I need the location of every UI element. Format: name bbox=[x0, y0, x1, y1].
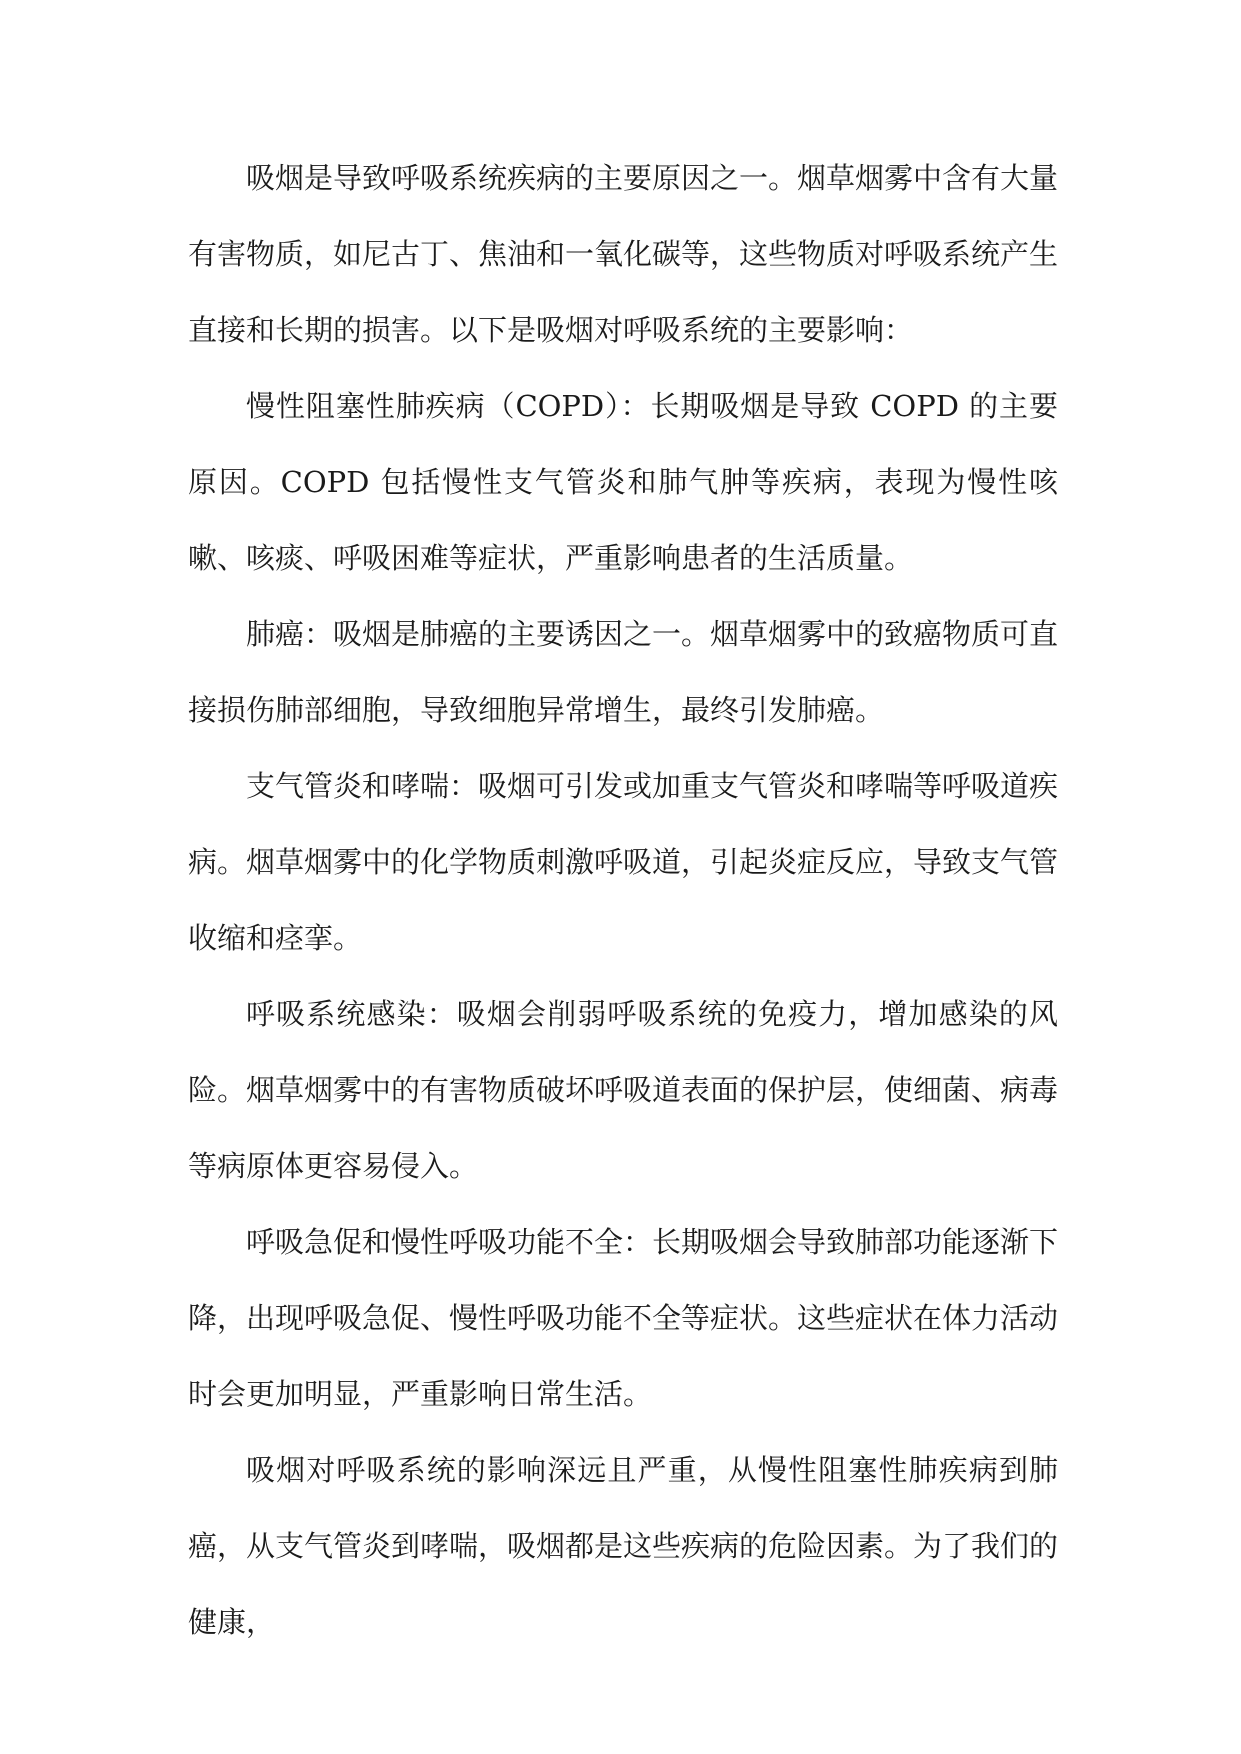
document-body bbox=[188, 140, 1058, 1660]
paragraph-bronchitis-asthma: 支气管炎和哮喘：吸烟可引发或加重支气管炎和哮喘等呼吸道疾病。烟草烟雾中的化学物质刺激呼吸道，引起炎症反应，导致支气管收缩和痉挛。 bbox=[188, 769, 1059, 955]
paragraph-intro: 吸烟是导致呼吸系统疾病的主要原因之一。烟草烟雾中含有大量有害物质，如尼古丁、焦油和一氧化碳等，这些物质对呼吸系统产生直接和长期的损害。以下是吸烟对呼吸系统的主要影响： bbox=[188, 161, 1059, 347]
paragraph-respiratory-insufficiency: 呼吸急促和慢性呼吸功能不全：长期吸烟会导致肺部功能逐渐下降，出现呼吸急促、慢性呼吸功能不全等症状。这些症状在体力活动时会更加明显，严重影响日常生活。 bbox=[188, 1225, 1059, 1411]
paragraph-lung-cancer: 肺癌：吸烟是肺癌的主要诱因之一。烟草烟雾中的致癌物质可直接损伤肺部细胞，导致细胞异常增生，最终引发肺癌。 bbox=[188, 617, 1059, 727]
paragraph-conclusion: 吸烟对呼吸系统的影响深远且严重，从慢性阻塞性肺疾病到肺癌，从支气管炎到哮喘，吸烟都是这些疾病的危险因素。为了我们的健康， bbox=[188, 1453, 1059, 1639]
paragraph-copd: 慢性阻塞性肺疾病（COPD）：长期吸烟是导致 COPD 的主要原因。COPD 包括慢性支气管炎和肺气肿等疾病，表现为慢性咳嗽、咳痰、呼吸困难等症状，严重影响患者的生活质量。 bbox=[188, 389, 1058, 575]
paragraph-respiratory-infection: 呼吸系统感染：吸烟会削弱呼吸系统的免疫力，增加感染的风险。烟草烟雾中的有害物质破坏呼吸道表面的保护层，使细菌、病毒等病原体更容易侵入。 bbox=[188, 997, 1059, 1183]
